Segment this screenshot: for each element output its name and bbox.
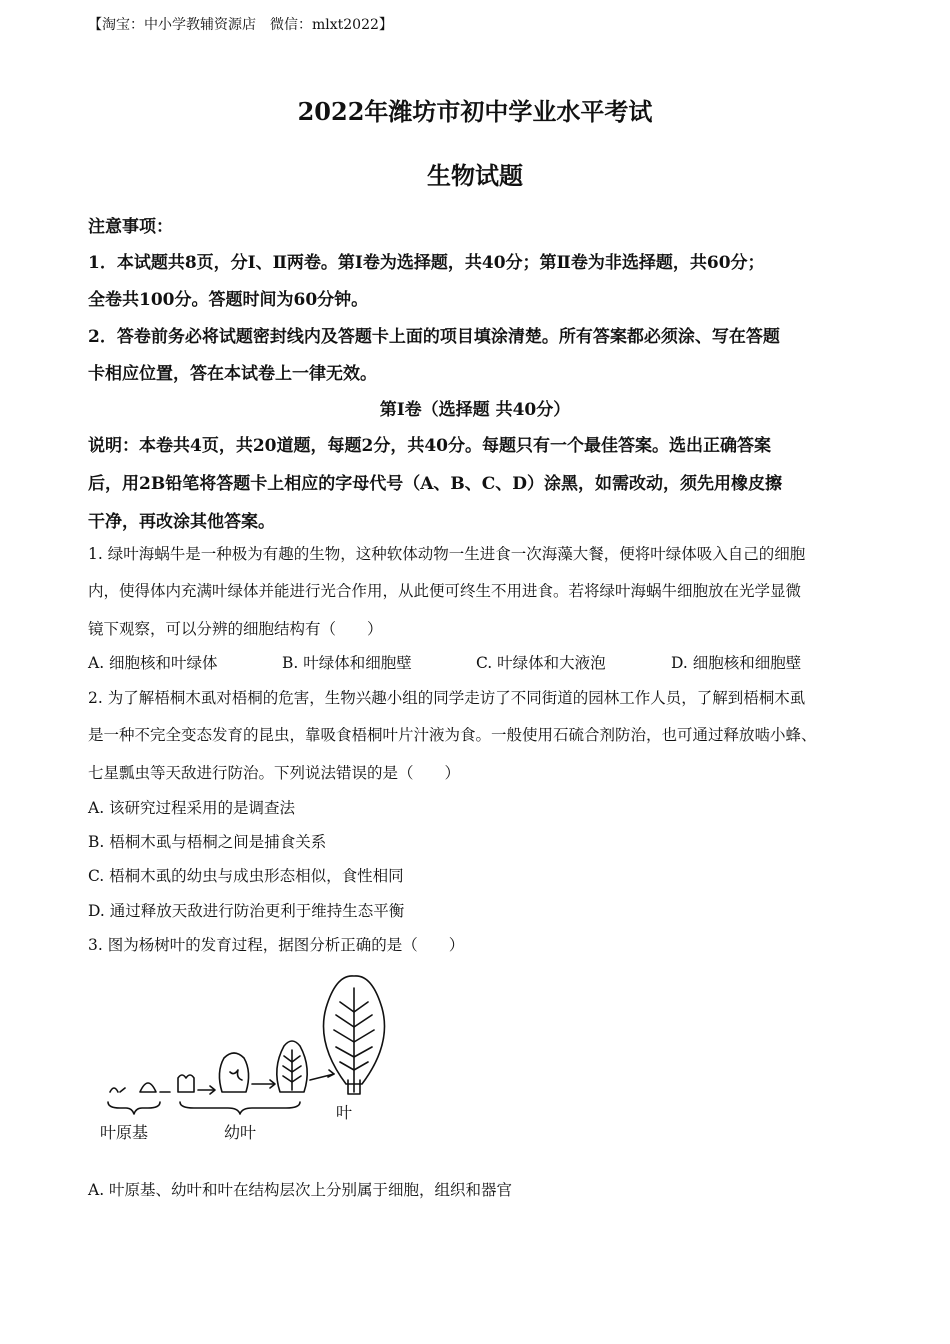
figure-label-leaf-primordium: 叶原基 <box>100 1123 149 1142</box>
figure-label-young-leaf: 幼叶 <box>224 1123 257 1142</box>
figure-label-leaf: 叶 <box>336 1103 353 1122</box>
option-a: A. 细胞核和叶绿体 <box>88 654 218 672</box>
option-b: B. 叶绿体和细胞壁 <box>282 654 412 672</box>
question-3-text: 3. 图为杨树叶的发育过程，据图分析正确的是（ ） <box>88 936 465 954</box>
subject-title: 生物试题 <box>427 161 523 190</box>
notice-line: 全卷共100分。答题时间为60分钟。 <box>88 290 369 310</box>
notice-line: 2．答卷前务必将试题密封线内及答题卡上面的项目填涂清楚。所有答案都必须涂、写在答题 <box>88 327 780 347</box>
question-2-text: 七星瓢虫等天敌进行防治。下列说法错误的是（ ） <box>88 764 461 782</box>
question-1-text: 内，使得体内充满叶绿体并能进行光合作用，从此便可终生不用进食。若将绿叶海蜗牛细胞放在光学显微 <box>88 582 802 600</box>
question-2-text: 2. 为了解梧桐木虱对梧桐的危害，生物兴趣小组的同学走访了不同街道的园林工作人员，了解到梧桐木虱 <box>88 689 806 707</box>
leaf-development-figure <box>100 972 400 1147</box>
option-a: A. 叶原基、幼叶和叶在结构层次上分别属于细胞，组织和器官 <box>88 1181 513 1199</box>
header-note: 【淘宝：中小学教辅资源店 微信：mlxt2022】 <box>88 17 393 33</box>
notice-heading: 注意事项： <box>88 217 173 237</box>
exam-title: 2022年潍坊市初中学业水平考试 <box>297 97 653 126</box>
option-d: D. 细胞核和细胞壁 <box>671 654 802 672</box>
question-1-options <box>88 651 801 673</box>
option-c: C. 叶绿体和大液泡 <box>476 654 606 672</box>
question-1-text: 1. 绿叶海蜗牛是一种极为有趣的生物，这种软体动物一生进食一次海藻大餐，便将叶绿体吸入自己的细胞 <box>88 545 806 563</box>
option-c: C. 梧桐木虱的幼虫与成虫形态相似，食性相同 <box>88 867 404 885</box>
section-instruction: 干净，再改涂其他答案。 <box>88 512 275 532</box>
notice-line: 卡相应位置，答在本试卷上一律无效。 <box>88 364 377 384</box>
question-2-text: 是一种不完全变态发育的昆虫，靠吸食梧桐叶片汁液为食。一般使用石硫合剂防治，也可通过释放啮小蜂、 <box>88 726 817 744</box>
leaf-development-drawing <box>100 972 400 1122</box>
option-b: B. 梧桐木虱与梧桐之间是捕食关系 <box>88 833 327 851</box>
section-instruction: 后，用2B铅笔将答题卡上相应的字母代号（A、B、C、D）涂黑，如需改动，须先用橡皮擦 <box>88 474 783 494</box>
question-1-text: 镜下观察，可以分辨的细胞结构有（ ） <box>88 620 383 638</box>
option-d: D. 通过释放天敌进行防治更利于维持生态平衡 <box>88 902 405 920</box>
section-instruction: 说明：本卷共4页，共20道题，每题2分，共40分。每题只有一个最佳答案。选出正确答案 <box>88 436 771 456</box>
option-a: A. 该研究过程采用的是调查法 <box>88 799 296 817</box>
section-title: 第Ⅰ卷（选择题 共40分） <box>379 400 571 420</box>
notice-line: 1．本试题共8页，分Ⅰ、Ⅱ两卷。第Ⅰ卷为选择题，共40分；第Ⅱ卷为非选择题，共60分； <box>88 253 765 273</box>
